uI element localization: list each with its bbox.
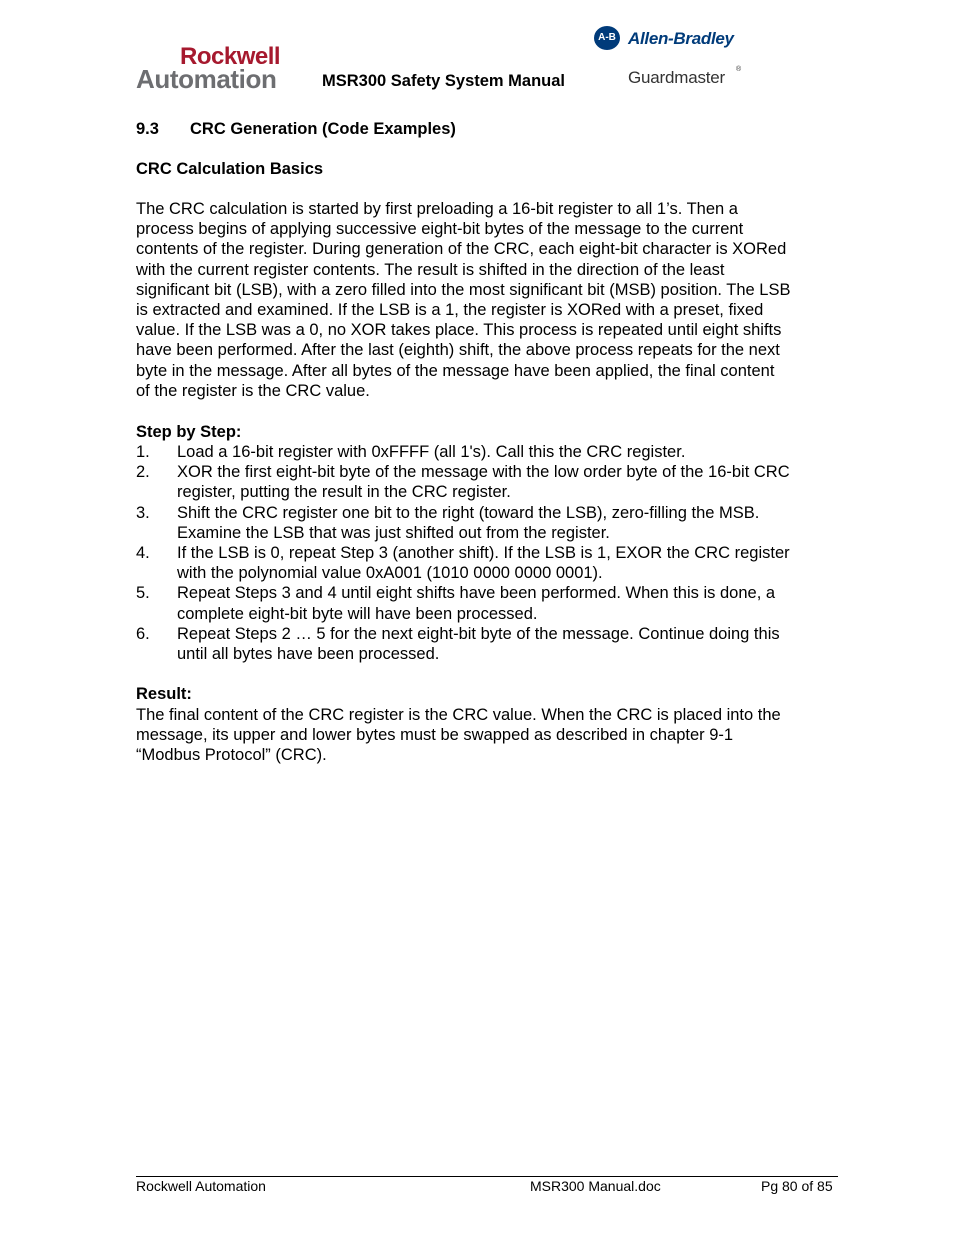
step-text: with the polynomial value 0xA001 (1010 0000 0000 0001). (177, 564, 603, 583)
step-text: Load a 16-bit register with 0xFFFF (all 1's). Call this the CRC register. (177, 443, 686, 461)
step-number: 2. (136, 463, 150, 482)
paragraph-line: with the current register contents. The result is shifted in the direction of the least (136, 260, 725, 279)
result-paragraph (136, 705, 841, 766)
step-item (136, 624, 841, 664)
step-text: register, putting the result in the CRC register. (177, 483, 511, 502)
footer-page-number: Pg 80 of 85 (761, 1178, 833, 1194)
subheading-step-by-step: Step by Step: (136, 423, 242, 441)
section-title: CRC Generation (Code Examples) (190, 120, 456, 138)
step-item (136, 503, 841, 543)
manual-title: MSR300 Safety System Manual (322, 72, 566, 90)
rockwell-logo-text: Rockwell (180, 43, 281, 70)
automation-logo-text: Automation (136, 64, 277, 94)
step-number: 5. (136, 584, 150, 603)
paragraph-line: The CRC calculation is started by first preloading a 16-bit register to all 1’s. Then a (136, 200, 738, 218)
step-text: XOR the first eight-bit byte of the message with the low order byte of the 16-bit CRC (177, 463, 790, 482)
section-number: 9.3 (136, 120, 159, 138)
step-number: 6. (136, 624, 150, 643)
footer-company: Rockwell Automation (136, 1178, 266, 1194)
subheading-crc-basics: CRC Calculation Basics (136, 160, 324, 178)
paragraph-line: process begins of applying successive eight-bit bytes of the message to the current (136, 220, 744, 239)
footer-divider (136, 1176, 838, 1177)
paragraph-line: message, its upper and lower bytes must be swapped as described in chapter 9-1 (136, 726, 734, 745)
step-number: 1. (136, 443, 150, 461)
step-item (136, 543, 841, 583)
step-text: If the LSB is 0, repeat Step 3 (another shift). If the LSB is 1, EXOR the CRC register (177, 544, 790, 563)
ab-badge-icon: A-B (594, 26, 620, 50)
subheading-result: Result: (136, 685, 192, 703)
allen-bradley-logo (594, 26, 744, 54)
guardmaster-logo-text: Guardmaster (628, 68, 726, 87)
step-text: complete eight-bit byte will have been processed. (177, 604, 538, 623)
intro-paragraph (136, 199, 841, 401)
section-heading (136, 120, 456, 139)
steps-list (136, 442, 841, 664)
footer-filename: MSR300 Manual.doc (530, 1178, 661, 1194)
step-number: 3. (136, 503, 150, 522)
paragraph-line: have been performed. After the last (eighth) shift, the above process repeats for the next (136, 341, 780, 360)
step-item (136, 583, 841, 623)
step-number: 4. (136, 544, 150, 563)
allen-bradley-logo-text: Allen-Bradley (628, 29, 734, 48)
step-text: Examine the LSB that was just shifted out from the register. (177, 523, 610, 542)
registered-mark: ® (736, 66, 742, 73)
paragraph-line: significant bit (LSB), with a zero filled into the most significant bit (MSB) position. The LSB (136, 280, 791, 299)
step-item (136, 462, 841, 502)
paragraph-line: contents of the register. During generation of the CRC, each eight-bit character is XORed (136, 240, 787, 259)
rockwell-automation-logo (136, 44, 314, 92)
paragraph-line: “Modbus Protocol” (CRC). (136, 746, 327, 765)
step-text: Repeat Steps 2 … 5 for the next eight-bit byte of the message. Continue doing this (177, 624, 780, 643)
paragraph-line: is extracted and examined. If the LSB is a 1, the register is XORed with a preset, fixed (136, 301, 764, 320)
guardmaster-logo (628, 56, 748, 92)
step-text: Repeat Steps 3 and 4 until eight shifts have been performed. When this is done, a (177, 584, 776, 603)
paragraph-line: byte in the message. After all bytes of the message have been applied, the final content (136, 361, 775, 380)
paragraph-line: The final content of the CRC register is the CRC value. When the CRC is placed into the (136, 706, 781, 724)
step-item (136, 442, 841, 462)
paragraph-line: of the register is the CRC value. (136, 381, 370, 400)
step-text: until all bytes have been processed. (177, 645, 440, 664)
paragraph-line: value. If the LSB was a 0, no XOR takes place. This process is repeated until eight shifts (136, 321, 782, 340)
step-text: Shift the CRC register one bit to the right (toward the LSB), zero-filling the MSB. (177, 503, 760, 522)
